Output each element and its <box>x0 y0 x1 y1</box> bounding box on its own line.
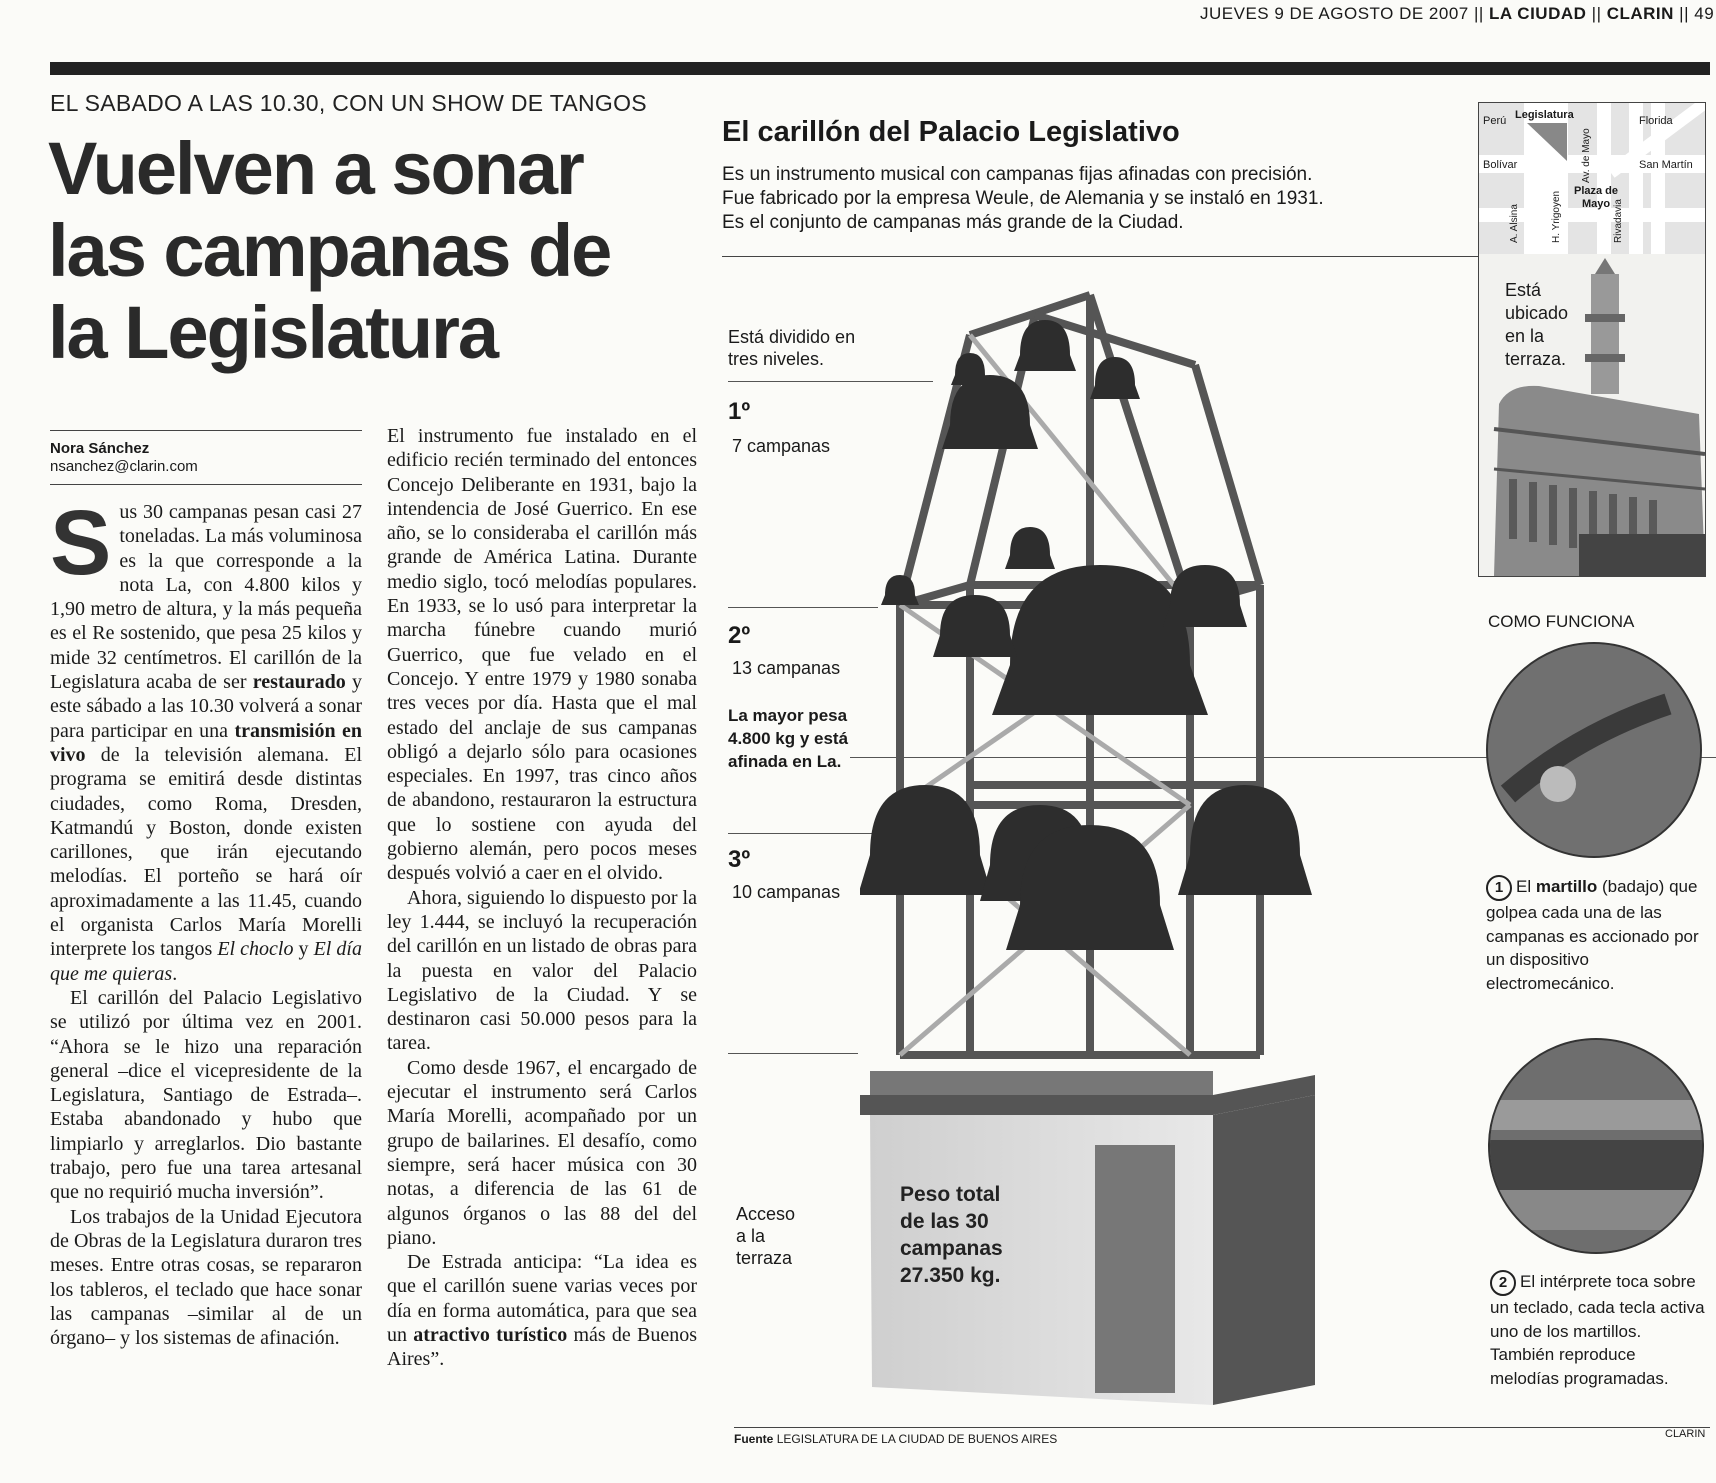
location-caption: Está ubicado en la terraza. <box>1505 280 1569 369</box>
byline-rule <box>50 430 362 431</box>
carillon-illustration <box>860 265 1460 1435</box>
total-weight-line-4: 27.350 kg. <box>900 1264 1001 1287</box>
paragraph: El instrumento fue instalado en el edificio recién terminado del entonces Concejo Deliberante en 1931, bajo la intendencia de José Guerrico. En ese año, se lo consideraba el carillón más grande de América Latina. Durante medio siglo, tocó melodías populares. En 1933, se lo usó para interpretar la marcha fúnebre cuando murió Guerrico, que fue velado en el Concejo. Y entre 1979 y 1980 sonaba tres veces por día. Hasta que el mal estado del anclaje de sus campanas obligó a dejarlo sólo para ocasiones especiales. En 1997, tras cinco años de abandono, restauraron la estructura que lo sostiene con ayuda del gobierno alemán, pero pocos meses después volvió a caer en el olvido. <box>387 425 697 885</box>
map-label-plaza: Plaza de Mayo <box>1573 185 1619 210</box>
byline-email[interactable]: nsanchez@clarin.com <box>50 458 198 475</box>
hammer-detail-image <box>1486 642 1702 858</box>
level-3-number: 3º <box>728 846 751 873</box>
level-rule <box>728 833 878 834</box>
terrace-door <box>1095 1145 1175 1393</box>
headline-line-1: Vuelven a sonar <box>48 127 583 210</box>
header-date: JUEVES 9 DE AGOSTO DE 2007 <box>1200 4 1469 23</box>
step-2-number: 2 <box>1490 1270 1516 1296</box>
keyboard-detail-image <box>1488 1038 1704 1254</box>
infographic-credit: CLARIN <box>1665 1428 1706 1440</box>
infographic-title: El carillón del Palacio Legislativo <box>722 116 1180 148</box>
total-weight-line-1: Peso total <box>900 1183 1001 1206</box>
drop-cap: S <box>50 492 112 594</box>
level-rule <box>728 607 878 608</box>
total-weight-line-3: campanas <box>900 1237 1003 1260</box>
map-label: San Martín <box>1639 159 1693 171</box>
infographic-intro: Es un instrumento musical con campanas fijas afinadas con precisión. Fue fabricado por la empresa Weule, de Alemania y se instaló en 1931. Es el conjunto de campanas más grande de la Ciudad. <box>722 164 1324 233</box>
map-label: A. Alsina <box>1509 204 1520 243</box>
level-3-label: 10 campanas <box>732 882 841 902</box>
level-1-number: 1º <box>728 398 751 425</box>
total-weight-line-2: de las 30 <box>900 1210 989 1233</box>
how-it-works-title: COMO FUNCIONA <box>1488 612 1635 631</box>
header-section: LA CIUDAD <box>1489 4 1587 23</box>
step-1-number: 1 <box>1486 875 1512 901</box>
bell <box>881 575 919 605</box>
paragraph: De Estrada anticipa: “La idea es que el carillón suene varias veces por día en forma automática, para que sea un atractivo turístico más de Buenos Aires”. <box>387 1251 697 1371</box>
byline-rule-bottom <box>50 484 362 485</box>
source-rule <box>734 1427 1710 1428</box>
headline <box>48 128 668 374</box>
paragraph: Como desde 1967, el encargado de ejecutar el instrumento será Carlos María Morelli, acompañado por un grupo de bailarines. El desafío, como siempre, será hacer música con 30 notas, a diferencia de las 61 de algunos órganos o las 88 del del piano. <box>387 1056 697 1249</box>
page-header: JUEVES 9 DE AGOSTO DE 2007 || LA CIUDAD || CLARIN || 49 <box>1200 4 1715 23</box>
base-block-side <box>1213 1095 1315 1405</box>
headline-line-2: las campanas de <box>48 209 611 292</box>
largest-bell-note: La mayor pesa 4.800 kg y está afinada en La. <box>728 706 849 771</box>
paragraph: Los trabajos de la Unidad Ejecutora de Obras de la Legislatura duraron tres meses. Entre otras cosas, se repararon los tableros, el teclado que hace sonar las campanas –similar al de un órgano– y los sistemas de afinación. <box>50 1205 362 1350</box>
map-street <box>1597 103 1611 255</box>
step-1: 1 El martillo (badajo) que golpea cada una de las campanas es accionado por un dispositivo electromecánico. <box>1486 877 1699 993</box>
access-label: Acceso a la terraza <box>736 1204 796 1268</box>
levels-intro: Está dividido en tres niveles. <box>728 327 856 369</box>
infographic-rule <box>722 256 1478 257</box>
bell <box>1163 565 1247 627</box>
bell <box>951 353 989 385</box>
paragraph: Sus 30 campanas pesan casi 27 toneladas. La más voluminosa es la que corresponde a la nota La, con 4.800 kilos y 1,90 metro de altura, y la más pequeña es el Re sostenido, que pesa 25 kilos y mide 32 centímetros. El carillón de la Legislatura acaba de ser restaurado y este sábado a las 10.30 volverá a sonar para participar en una transmisión en vivo de la televisión alemana. El programa se emitirá desde distintas ciudades, como Roma, Dresden, Katmandú y Boston, donde existen carillones, que irán ejecutando melodías. El porteño se hará oír aproximadamente a las 11.45, cuando el organista Carlos María Morelli interprete los tangos El choclo y El día que me quieras. <box>50 492 363 985</box>
paragraph: El carillón del Palacio Legislativo se utilizó por última vez en 2001. “Ahora se le hizo una reparación general –dice el vicepresidente de la Legislatura, Santiago de Estrada–. Estaba abandonado y hubo que limpiarlo y arreglarlos. Dio bastante trabajo, pero fue una tarea artesanal que no requirió mucha inversión”. <box>50 986 362 1204</box>
bell <box>1178 785 1312 895</box>
map-label: Av. de Mayo <box>1581 128 1592 183</box>
platform <box>870 1071 1213 1095</box>
map-label: Perú <box>1483 115 1507 127</box>
keyboard-illustration <box>1490 1040 1702 1252</box>
article-column-1 <box>50 492 363 1350</box>
map-label-legislatura: Legislatura <box>1515 109 1574 121</box>
header-page-number: 49 <box>1694 4 1715 23</box>
paragraph: Ahora, siguiendo lo dispuesto por la ley 1.444, se incluyó la recuperación del carillón en un listado de obras para la puesta en valor del Palacio Legislativo de la Ciudad. Y se destinaron casi 50.000 pesos para la tarea. <box>387 886 697 1055</box>
level-2-label: 13 campanas <box>732 658 841 678</box>
location-map <box>1478 102 1706 256</box>
map-label: Bolívar <box>1483 159 1518 171</box>
article-column-2 <box>387 424 697 1372</box>
kicker: EL SABADO A LAS 10.30, CON UN SHOW DE TANGOS <box>50 90 647 116</box>
top-rule <box>50 62 1710 75</box>
level-1-label: 7 campanas <box>732 436 831 456</box>
step-2: 2 El intérprete toca sobre un teclado, cada tecla activa uno de los martillos. También reproduce melodías programadas. <box>1490 1272 1705 1388</box>
map-label: Florida <box>1639 115 1673 127</box>
bell <box>1005 527 1055 569</box>
map-label: Rivadavia <box>1613 199 1624 243</box>
level-2-number: 2º <box>728 622 751 649</box>
level-rule <box>728 1053 858 1054</box>
map-label: H. Yrigoyen <box>1551 190 1562 243</box>
byline-author: Nora Sánchez <box>50 440 150 457</box>
hammer-illustration <box>1488 644 1700 856</box>
header-paper: CLARIN <box>1606 4 1674 23</box>
source-line: Fuente LEGISLATURA DE LA CIUDAD DE BUENOS AIRES <box>734 1432 1058 1446</box>
headline-line-3: la Legislatura <box>48 291 498 374</box>
bell <box>1090 357 1140 399</box>
